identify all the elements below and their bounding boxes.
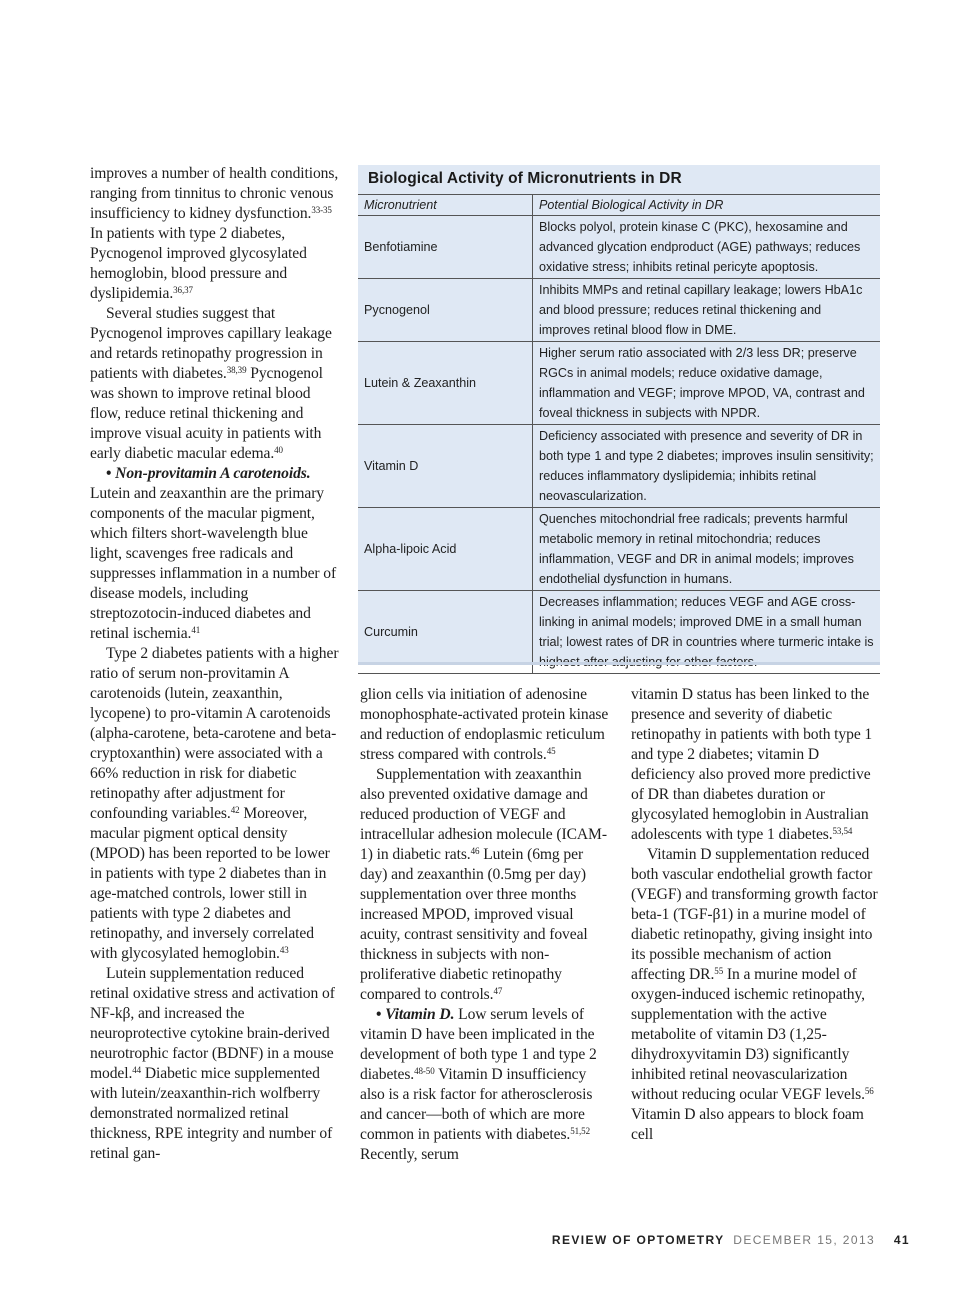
micronutrients-table-sidebar [358, 165, 880, 665]
micronutrient-cell: Benfotiamine [358, 216, 533, 279]
micronutrient-cell: Vitamin D [358, 425, 533, 508]
micronutrient-cell: Lutein & Zeaxanthin [358, 342, 533, 425]
activity-cell: Blocks polyol, protein kinase C (PKC), hexosamine and advanced glycation endproduct (AGE) pathways; reduces oxidative stress; inhibits retinal pericyte apoptosis. [533, 216, 881, 279]
table-header-row [358, 195, 880, 216]
bullet: • [376, 1006, 382, 1023]
paragraph: • Non-provitamin A carotenoids. Lutein and zeaxanthin are the primary components of the macular pigment, which filters short-wavelength blue light, scavenges free radicals and suppresses inflammation in a number of disease models, including streptozotocin-induced diabetes and retinal ischemia.$^{41}$ [90, 465, 337, 642]
run-in-heading: Vitamin D. [385, 1006, 455, 1023]
bullet: • [106, 465, 112, 482]
paragraph: vitamin D status has been linked to the presence and severity of diabetic retinopathy in patients with both type 1 and type 2 diabetes; vitamin D deficiency also proved more predictive of DR than diabetes duration or glycosylated hemoglobin in Australian adolescents with type 1 diabetes.$^{53,54}$ [631, 686, 873, 843]
table-row [358, 425, 880, 508]
activity-cell: Higher serum ratio associated with 2/3 less DR; preserve RGCs in animal models; reduce oxidative damage, inflammation and VEGF; improve MPOD, VA, contrast and foveal thickness in subjects with NPDR. [533, 342, 881, 425]
paragraph: Vitamin D supplementation reduced both vascular endothelial growth factor (VEGF) and transforming growth factor beta-1 (TGF-β1) in a murine model of diabetic retinopathy, giving insight into its possible mechanism of action affecting DR.$^{55}$ In a murine model of oxygen-induced ischemic retinopathy, supplementation with the active metabolite of vitamin D3 (1,25-dihydroxyvitamin D3) significantly inhibited retinal neovascularization without reducing ocular VEGF levels.$^{56}$ Vitamin D also appears to block foam cell [631, 846, 878, 1143]
text-column-1 [90, 164, 340, 1164]
activity-cell: Quenches mitochondrial free radicals; prevents harmful metabolic memory in retinal mitochondria; reduces inflammation, VEGF and DR in animal models; improves endothelial dysfunction in humans. [533, 508, 881, 591]
page-number: 41 [893, 1233, 910, 1247]
paragraph: Supplementation with zeaxanthin also prevented oxidative damage and reduced production of VEGF and intracellular adhesion molecule (ICAM-1) in diabetic rats.$^{46}$ Lutein (6mg per day) and zeaxanthin (0.5mg per day) supplementation over three months increased MPOD, improved visual acuity, contrast sensitivity and foveal thickness in subjects with non-proliferative diabetic retinopathy compared to controls.$^{47}$ [360, 766, 607, 1003]
paragraph: Several studies suggest that Pycnogenol improves capillary leakage and retards retinopathy progression in patients with diabetes.$^{38,39}$ Pycnogenol was shown to improve retinal blood flow, reduce retinal thickening and improve visual acuity in patients with early diabetic macular edema.$^{40}$ [90, 305, 332, 462]
header-micronutrient: Micronutrient [358, 195, 533, 216]
activity-cell: Inhibits MMPs and retinal capillary leakage; lowers HbA1c and blood pressure; reduces retinal thickening and improves retinal blood flow in DME. [533, 279, 881, 342]
header-activity: Potential Biological Activity in DR [533, 195, 881, 216]
run-in-heading: Non-provitamin A carotenoids. [115, 465, 311, 482]
sidebar-title: Biological Activity of Micronutrients in DR [368, 170, 682, 187]
paragraph: Type 2 diabetes patients with a higher ratio of serum non-provitamin A carotenoids (lutein, zeaxanthin, lycopene) to pro-vitamin A carotenoids (alpha-carotene, beta-carotene and beta-cryptoxanthin) were associated with a 66% reduction in risk for diabetic retinopathy after adjustment for confounding variables.$^{42}$ Moreover, macular pigment optical density (MPOD) has been reported to be lower in patients with type 2 diabetes than in age-matched controls, lower still in patients with type 2 diabetes and retinopathy, and inversely correlated with glycosylated hemoglobin.$^{43}$ [90, 645, 339, 962]
micronutrient-cell: Pycnogenol [358, 279, 533, 342]
paragraph: glion cells via initiation of adenosine monophosphate-activated protein kinase and reduction of endoplasmic reticulum stress compared with controls.$^{45}$ [360, 686, 609, 763]
micronutrient-cell: Curcumin [358, 591, 533, 674]
table-row [358, 342, 880, 425]
paragraph: improves a number of health conditions, ranging from tinnitus to chronic venous insufficiency to kidney dysfunction.$^{33-35}$ In patients with type 2 diabetes, Pycnogenol improved glycosylated hemoglobin, blood pressure and dyslipidemia.$^{36,37}$ [90, 165, 339, 302]
table-row [358, 508, 880, 591]
activity-cell: Decreases inflammation; reduces VEGF and AGE cross-linking in animal models; improved DME in a small human trial; lowest rates of DR in countries where turmeric intake is [533, 591, 881, 674]
sidebar-bottom-rule [358, 662, 880, 665]
micronutrient-cell: Alpha-lipoic Acid [358, 508, 533, 591]
paragraph: • Vitamin D. Low serum levels of vitamin D have been implicated in the development of both type 1 and type 2 diabetes.$^{48-50}$ Vitamin D insufficiency also is a risk factor for atherosclerosis and cancer—both of which are more common in patients with diabetes.$^{51,52}$ Recently, serum [360, 1006, 597, 1163]
text-column-3 [631, 685, 881, 1145]
table-row [358, 216, 880, 279]
table-row [358, 279, 880, 342]
paragraph: Lutein supplementation reduced retinal oxidative stress and activation of NF-kβ, and increased the neuroprotective cytokine brain-derived neurotrophic factor (BDNF) in a mouse model.$^{44}$ Diabetic mice supplemented with lutein/zeaxanthin-rich wolfberry demonstrated normalized retinal thickness, RPE integrity and number of retinal gan- [90, 965, 335, 1162]
activity-cell: Deficiency associated with presence and severity of DR in both type 1 and type 2 diabetes; improves insulin sensitivity; reduces inflammatory dyslipidemia; inhibits retinal neovascularization. [533, 425, 881, 508]
micronutrients-table [358, 194, 880, 674]
publication-name: REVIEW OF OPTOMETRY [551, 1233, 725, 1247]
text-column-2 [360, 685, 610, 1165]
issue-date: DECEMBER 15, 2013 [733, 1233, 876, 1247]
page-footer [552, 1233, 910, 1247]
